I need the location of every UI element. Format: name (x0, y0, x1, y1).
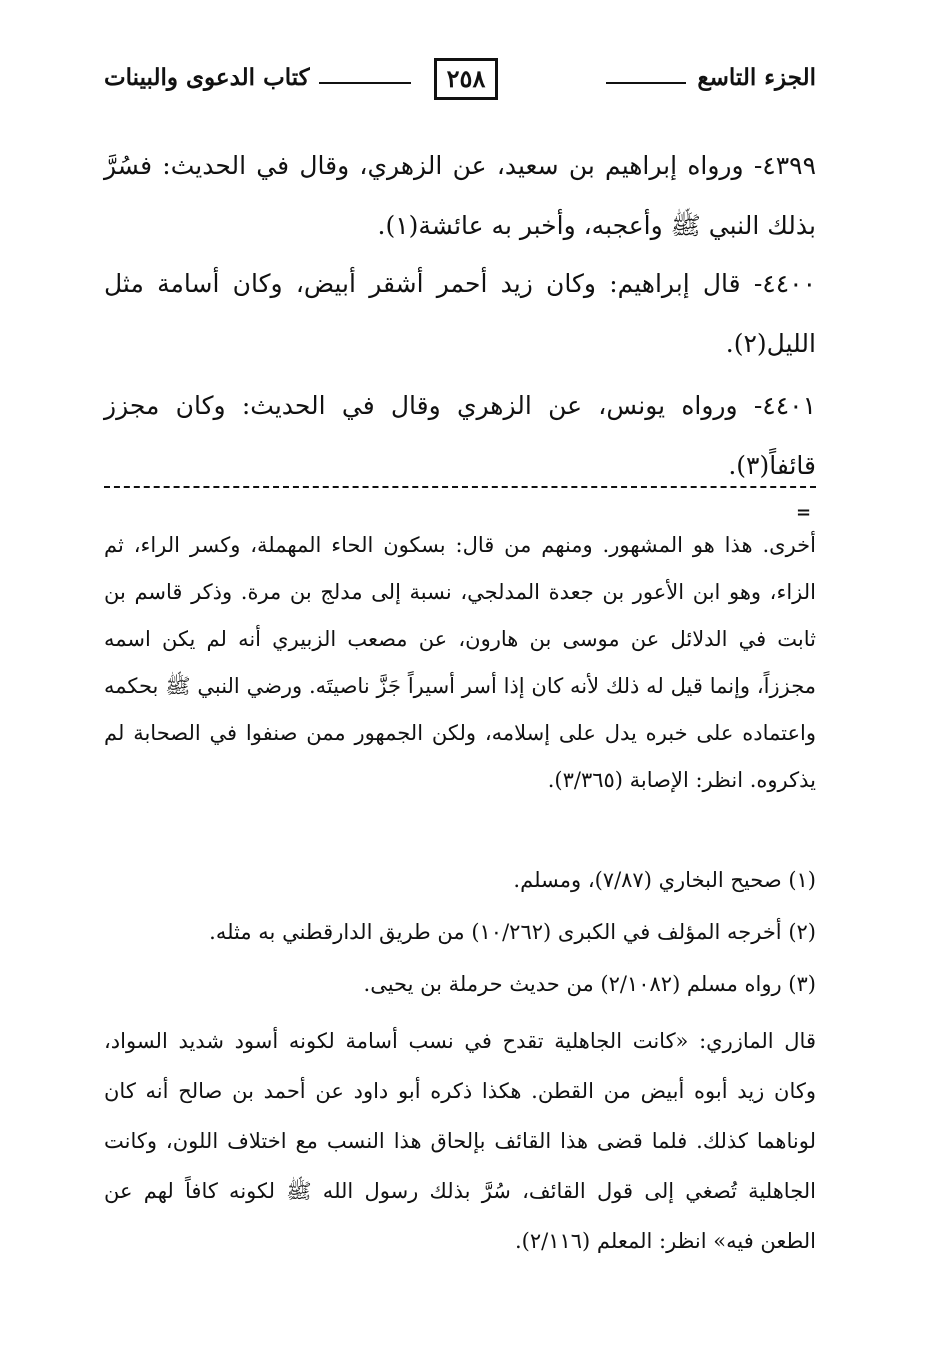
footnote-1: (١) صحيح البخاري (٧/٨٧)، ومسلم. (513, 868, 816, 892)
hadith-4401: ٤٤٠١- ورواه يونس، عن الزهري وقال في الحديث: وكان مجزز قائفاً(٣). (104, 391, 816, 480)
running-header (104, 52, 816, 108)
footnote-separator (104, 486, 816, 488)
continued-note: أخرى. هذا هو المشهور. ومنهم من قال: بسكون الحاء المهملة، وكسر الراء، ثم الزاء، وهو ابن الأعور بن جعدة المدلجي، نسبة إلى مدلج بن مرة. وذكر قاسم بن ثابت في الدلائل عن موسى بن هارون، عن مصعب الزبيري أنه لم يكن اسمه مجززاً، وإنما قيل له ذلك لأنه كان إذا أسر أسيراً جَزَّ ناصيتَه. ورضي النبي ﷺ بحكمه واعتماده على خبره يدل على إسلامه، ولكن الجمهور ممن صنفوا في الصحابة لم يذكروه. انظر: الإصابة (٣/٣٦٥). (104, 533, 816, 792)
page-number: ٢٥٨ (434, 58, 498, 100)
hadith-4399: ٤٣٩٩- ورواه إبراهيم بن سعيد، عن الزهري، وقال في الحديث: فسُرَّ بذلك النبي ﷺ وأعجبه، وأخبر به عائشة(١). (104, 151, 816, 240)
header-rule-right (606, 82, 686, 84)
book-title: كتاب الدعوى والبينات (104, 64, 310, 91)
part-label: الجزء التاسع (697, 64, 816, 91)
footnote-3: (٣) رواه مسلم (٢/١٠٨٢) من حديث حرملة بن يحيى. (363, 972, 816, 996)
header-rule-left (319, 82, 411, 84)
footnote-2: (٢) أخرجه المؤلف في الكبرى (١٠/٢٦٢) من طريق الدارقطني به مثله. (209, 920, 816, 944)
mazari-note: قال المازري: «كانت الجاهلية تقدح في نسب أسامة لكونه أسود شديد السواد، وكان زيد أبوه أبيض من القطن. هكذا ذكره أبو داود عن أحمد بن صالح أنه كان لوناهما كذلك. فلما قضى هذا القائف بإلحاق هذا النسب مع اختلاف اللون، وكانت الجاهلية تُصغي إلى قول القائف، سُرَّ بذلك رسول الله ﷺ لكونه كافاً لهم عن الطعن فيه» انظر: المعلم (٢/١١٦). (104, 1029, 816, 1253)
separator-mark: = (796, 502, 812, 523)
hadith-4400: ٤٤٠٠- قال إبراهيم: وكان زيد أحمر أشقر أبيض، وكان أسامة مثل الليل(٢). (104, 269, 816, 358)
